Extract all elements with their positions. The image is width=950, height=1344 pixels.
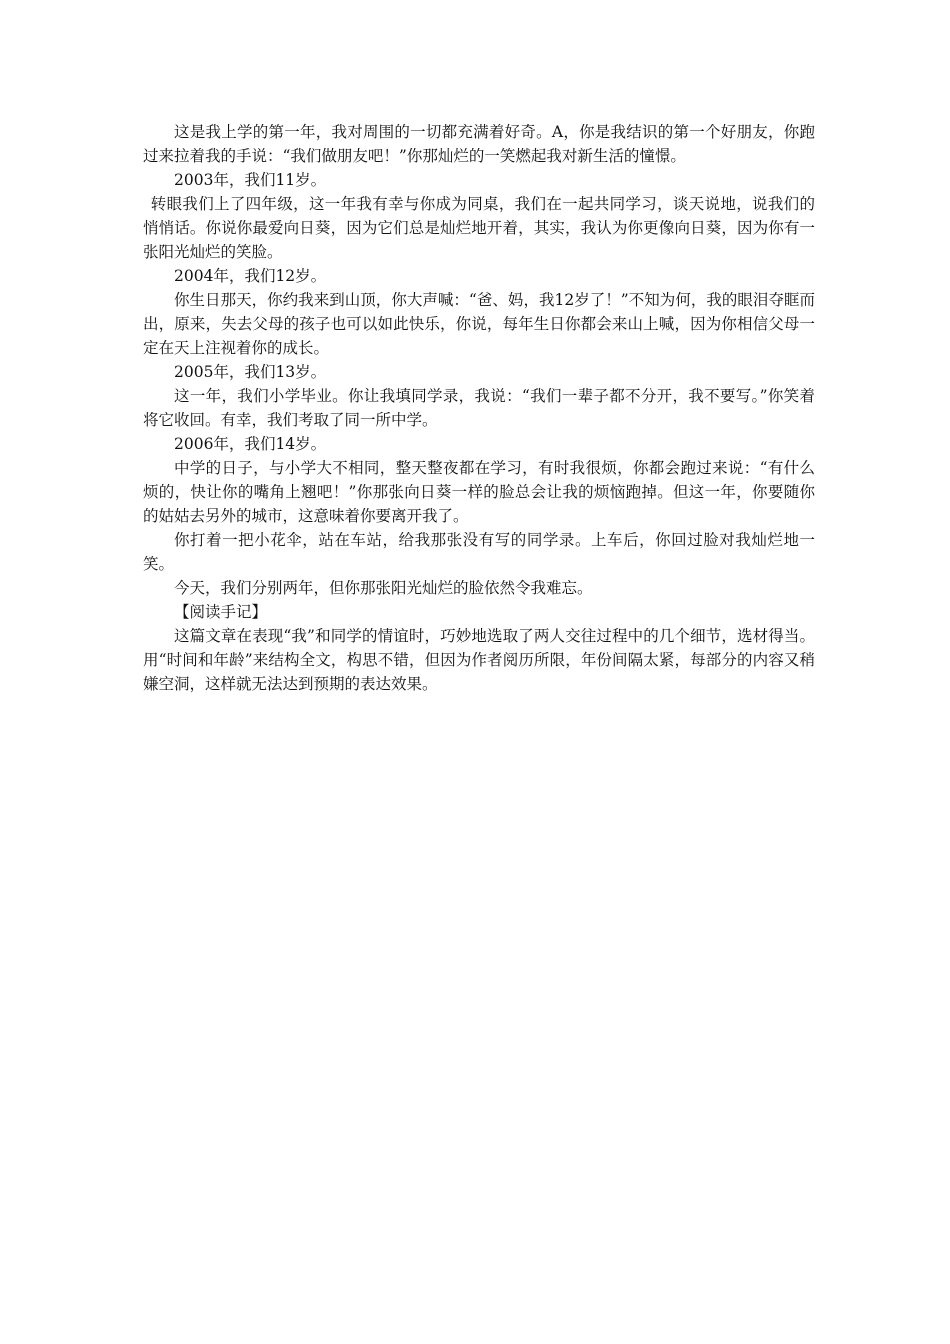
paragraph-birthday: 你生日那天，你约我来到山顶，你大声喊：“爸、妈，我12岁了！”不知为何，我的眼泪夺眶而出，原来，失去父母的孩子也可以如此快乐，你说，每年生日你都会来山上喊，因为你相信父母一定在天上注视着你的成长。: [143, 291, 815, 357]
document-body: [143, 120, 815, 696]
reading-notes-heading: 【阅读手记】: [174, 603, 268, 621]
paragraph-middle-school: 中学的日子，与小学大不相同，整天整夜都在学习，有时我很烦，你都会跑过来说：“有什么烦的，快让你的嘴角上翘吧！”你那张向日葵一样的脸总会让我的烦恼跑掉。但这一年，你要随你的姑姑去另外的城市，这意味着你要离开我了。: [143, 459, 815, 525]
paragraph-today: 今天，我们分别两年，但你那张阳光灿烂的脸依然令我难忘。: [174, 579, 593, 597]
paragraph-graduation: 这一年，我们小学毕业。你让我填同学录，我说：“我们一辈子都不分开，我不要写。”你笑着将它收回。有幸，我们考取了同一所中学。: [143, 387, 815, 429]
paragraph-reading-notes: 这篇文章在表现“我”和同学的情谊时，巧妙地选取了两人交往过程中的几个细节，选材得当。用“时间和年龄”来结构全文，构思不错，但因为作者阅历所限，年份间隔太紧，每部分的内容又稍嫌空洞，这样就无法达到预期的表达效果。: [143, 627, 815, 693]
year-heading-2006: 2006年，我们14岁。: [174, 435, 327, 453]
year-heading-2005: 2005年，我们13岁。: [174, 363, 327, 381]
year-heading-2004: 2004年，我们12岁。: [174, 267, 327, 285]
year-heading-2003: 2003年，我们11岁。: [174, 171, 327, 189]
paragraph-station: 你打着一把小花伞，站在车站，给我那张没有写的同学录。上车后，你回过脸对我灿烂地一笑。: [143, 531, 815, 573]
paragraph-fourth-grade: 转眼我们上了四年级，这一年我有幸与你成为同桌，我们在一起共同学习，谈天说地，说我们的悄悄话。你说你最爱向日葵，因为它们总是灿烂地开着，其实，我认为你更像向日葵，因为你有一张阳光灿烂的笑脸。: [143, 195, 815, 261]
paragraph-first-year: 这是我上学的第一年，我对周围的一切都充满着好奇。A，你是我结识的第一个好朋友，你跑过来拉着我的手说：“我们做朋友吧！”你那灿烂的一笑燃起我对新生活的憧憬。: [143, 123, 815, 165]
